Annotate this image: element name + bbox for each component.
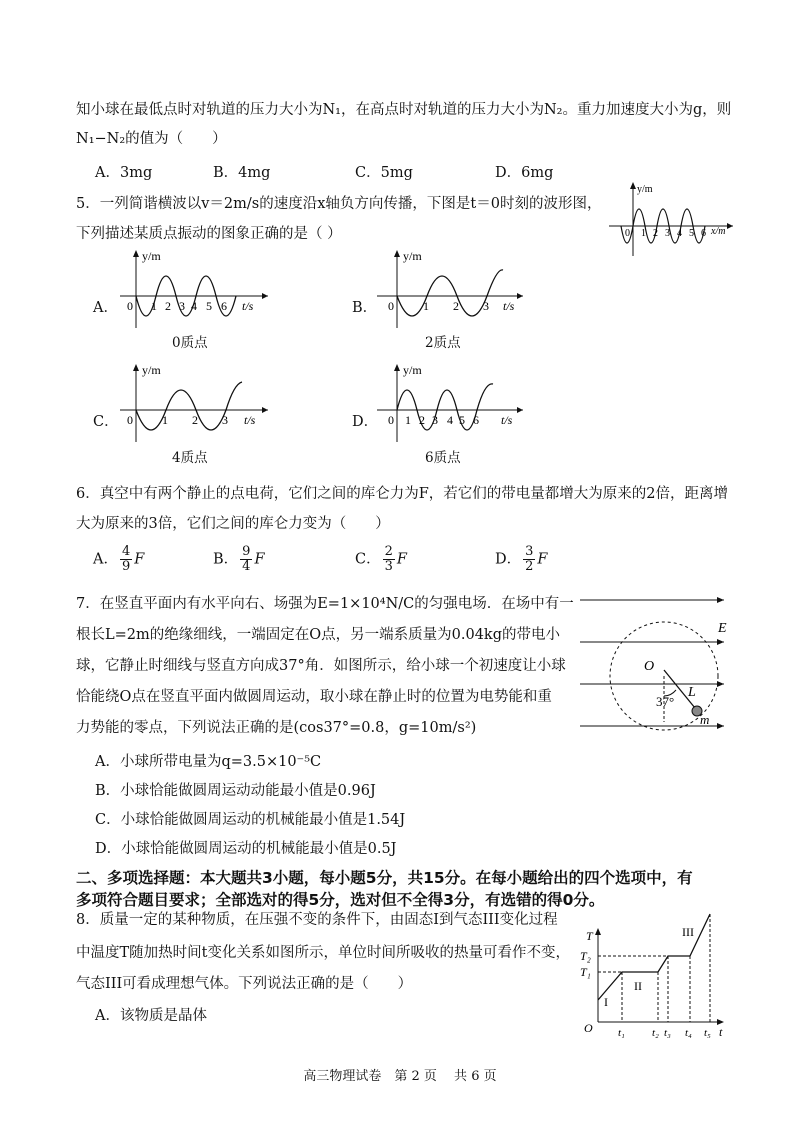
q6-b-den: 4 bbox=[242, 559, 251, 574]
q8-t2-label: T₂ bbox=[580, 949, 591, 963]
q8-phase-i-label: I bbox=[604, 995, 608, 1009]
q7-l-label: L bbox=[688, 685, 696, 700]
q5-c-tick: 3 bbox=[222, 413, 228, 427]
q6-option-d bbox=[495, 545, 547, 574]
q8-tick-t5: t₅ bbox=[704, 1027, 711, 1038]
q5-a-tick: 4 bbox=[191, 299, 197, 313]
q5-main-tick: 1 bbox=[641, 228, 646, 239]
q5-d-tick: 6 bbox=[473, 413, 479, 427]
q5-d-tick: 0 bbox=[388, 413, 394, 427]
q7-option-b: B．小球恰能做圆周运动动能最小值是0.96J bbox=[95, 783, 376, 799]
q5-a-tick: 6 bbox=[221, 299, 227, 313]
q5-d-tick: 2 bbox=[419, 413, 425, 427]
q5-line2: 下列描述某质点振动的图象正确的是（ ） bbox=[76, 226, 342, 242]
q6-b-fraction bbox=[240, 545, 252, 574]
q7-line1: 7．在竖直平面内有水平向右、场强为E=1×10⁴N/C的匀强电场．在场中有一 bbox=[76, 596, 574, 612]
q6-c-var: F bbox=[396, 551, 407, 568]
q8-phase-ii-label: II bbox=[634, 979, 642, 993]
q5-main-tick: 6 bbox=[701, 228, 706, 239]
q8-tick-t1: t₁ bbox=[618, 1027, 625, 1038]
q6-c-den: 3 bbox=[384, 559, 393, 574]
q5-main-tick: 2 bbox=[653, 228, 658, 239]
q6-b-var: F bbox=[254, 551, 265, 568]
q5-main-tick: 0 bbox=[625, 228, 630, 239]
q5-c-ylabel: y/m bbox=[142, 363, 161, 377]
q5-d-ylabel: y/m bbox=[403, 363, 422, 377]
q7-line2: 根长L=2m的绝缘细线，一端固定在O点，另一端系质量为0.04kg的带电小 bbox=[76, 627, 560, 643]
q5-main-tick: 3 bbox=[665, 228, 670, 239]
q5-main-tick: 5 bbox=[689, 228, 694, 239]
q6-b-num: 9 bbox=[242, 544, 251, 559]
q7-e-label: E bbox=[718, 621, 727, 636]
q6-c-fraction bbox=[383, 545, 395, 574]
q4-option-a: A．3mg bbox=[95, 165, 153, 181]
q6-d-fraction bbox=[523, 545, 535, 574]
q6-c-num: 2 bbox=[384, 544, 393, 559]
q5-b-tick: 2 bbox=[453, 299, 459, 313]
q5-option-c-caption: 4质点 bbox=[172, 450, 208, 466]
q8-origin-label: O bbox=[584, 1021, 593, 1035]
q5-main-xlabel: x/m bbox=[711, 226, 726, 237]
q5-option-b-letter: B． bbox=[352, 300, 378, 316]
q6-d-num: 3 bbox=[525, 544, 534, 559]
q8-line3: 气态III可看成理想气体。下列说法正确的是（ ） bbox=[76, 976, 413, 992]
q4-option-d: D．6mg bbox=[495, 165, 554, 181]
q5-main-tick: 4 bbox=[677, 228, 682, 239]
q7-option-a: A．小球所带电量为q=3.5×10⁻⁵C bbox=[95, 754, 322, 770]
q5-b-ylabel: y/m bbox=[403, 249, 422, 263]
section2-line2: 多项符合题目要求；全部选对的得5分，选对但不全得3分，有选错的得0分。 bbox=[76, 891, 605, 909]
q5-option-a-graph bbox=[118, 248, 270, 330]
q8-tick-t4: t₄ bbox=[685, 1027, 692, 1038]
q5-line1: 5．一列简谐横波以v＝2m/s的速度沿x轴负方向传播，下图是t＝0时刻的波形图， bbox=[76, 196, 602, 212]
page-footer: 高三物理试卷 第 2 页 共 6 页 bbox=[303, 1069, 497, 1084]
q6-line1: 6．真空中有两个静止的点电荷，它们之间的库仑力为F，若它们的带电量都增大为原来的2倍，距离增 bbox=[76, 486, 729, 502]
q5-c-tick: 0 bbox=[127, 413, 133, 427]
q5-option-c-graph bbox=[118, 362, 270, 444]
q8-t-axis-label: T bbox=[586, 929, 593, 943]
q6-a-var: F bbox=[134, 551, 145, 568]
section2-line1: 二、多项选择题：本大题共3小题，每小题5分，共15分。在每小题给出的四个选项中，有 bbox=[76, 869, 693, 887]
q5-d-tick: 3 bbox=[432, 413, 438, 427]
q5-option-a-caption: 0质点 bbox=[172, 335, 208, 351]
q5-a-tick: 3 bbox=[179, 299, 185, 313]
q8-tick-t2: t₂ bbox=[652, 1027, 659, 1038]
q6-option-b bbox=[213, 545, 265, 574]
q7-line5: 力势能的零点，下列说法正确的是(cos37°=0.8，g=10m/s²) bbox=[76, 720, 477, 736]
q8-tick-t3: t₃ bbox=[664, 1027, 671, 1038]
q6-a-num: 4 bbox=[121, 544, 131, 559]
q8-line2: 中温度T随加热时间t变化关系如图所示，单位时间所吸收的热量可看作不变， bbox=[76, 945, 570, 961]
q6-d-den: 2 bbox=[525, 559, 534, 574]
q6-d-var: F bbox=[537, 551, 548, 568]
q5-wave-graph bbox=[605, 178, 740, 258]
q8-option-a: A．该物质是晶体 bbox=[95, 1008, 207, 1024]
q4-option-b: B．4mg bbox=[213, 165, 271, 181]
q8-t1-label: T₁ bbox=[580, 965, 591, 979]
q5-a-tick: 2 bbox=[165, 299, 171, 313]
q5-a-tick: 1 bbox=[151, 299, 157, 313]
q5-d-xlabel: t/s bbox=[501, 413, 513, 427]
q5-b-tick: 0 bbox=[388, 299, 394, 313]
q5-c-tick: 1 bbox=[162, 413, 168, 427]
q5-b-xlabel: t/s bbox=[503, 299, 515, 313]
q5-d-tick: 1 bbox=[405, 413, 411, 427]
q5-d-tick: 4 bbox=[447, 413, 453, 427]
q5-option-d-caption: 6质点 bbox=[425, 450, 461, 466]
q5-option-d-graph bbox=[375, 362, 525, 444]
q5-a-tick: 5 bbox=[206, 299, 212, 313]
q8-temperature-graph bbox=[578, 910, 728, 1038]
q5-option-a-letter: A． bbox=[93, 300, 118, 316]
q5-c-tick: 2 bbox=[192, 413, 198, 427]
q5-b-tick: 1 bbox=[423, 299, 429, 313]
q6-a-fraction bbox=[120, 545, 132, 574]
q5-option-b-graph bbox=[375, 248, 525, 330]
q7-line3: 球，它静止时细线与竖直方向成37°角．如图所示，给小球一个初速度让小球 bbox=[76, 658, 566, 674]
q6-line2: 大为原来的3倍，它们之间的库仑力变为（ ） bbox=[76, 516, 390, 532]
q5-option-c-letter: C． bbox=[93, 414, 119, 430]
q5-option-d-letter: D． bbox=[352, 414, 379, 430]
q5-option-b-caption: 2质点 bbox=[425, 335, 461, 351]
q7-option-c: C．小球恰能做圆周运动的机械能最小值是1.54J bbox=[95, 812, 406, 828]
q5-c-xlabel: t/s bbox=[244, 413, 256, 427]
q8-phase-iii-label: III bbox=[682, 925, 694, 939]
q7-m-label: m bbox=[700, 712, 710, 727]
q4-line2: N₁−N₂的值为（ ） bbox=[76, 131, 227, 147]
q7-field-figure bbox=[578, 590, 728, 740]
q5-main-ylabel: y/m bbox=[637, 184, 653, 195]
q6-option-a bbox=[93, 545, 144, 574]
q7-o-label: O bbox=[644, 659, 655, 674]
q6-option-c bbox=[355, 545, 407, 574]
q6-a-letter: A． bbox=[93, 551, 118, 568]
q6-b-letter: B． bbox=[213, 551, 239, 568]
q8-line1: 8．质量一定的某种物质，在压强不变的条件下，由固态I到气态III变化过程 bbox=[76, 912, 558, 928]
q4-line1: 知小球在最低点时对轨道的压力大小为N₁，在高点时对轨道的压力大小为N₂。重力加速度大小为g，则 bbox=[76, 102, 732, 118]
q5-a-tick: 0 bbox=[127, 299, 133, 313]
q7-angle-label: 37° bbox=[656, 694, 675, 709]
q5-a-ylabel: y/m bbox=[142, 249, 161, 263]
q6-c-letter: C． bbox=[355, 551, 381, 568]
q8-time-axis-label: t bbox=[719, 1025, 723, 1038]
q5-b-tick: 3 bbox=[483, 299, 489, 313]
q7-option-d: D．小球恰能做圆周运动的机械能最小值是0.5J bbox=[95, 841, 397, 857]
q6-a-den: 9 bbox=[121, 559, 131, 574]
q7-line4: 恰能绕O点在竖直平面内做圆周运动，取小球在静止时的位置为电势能和重 bbox=[76, 689, 552, 705]
q6-d-letter: D． bbox=[495, 551, 522, 568]
q5-d-tick: 5 bbox=[459, 413, 465, 427]
q4-option-c: C．5mg bbox=[355, 165, 413, 181]
q5-a-xlabel: t/s bbox=[242, 299, 254, 313]
